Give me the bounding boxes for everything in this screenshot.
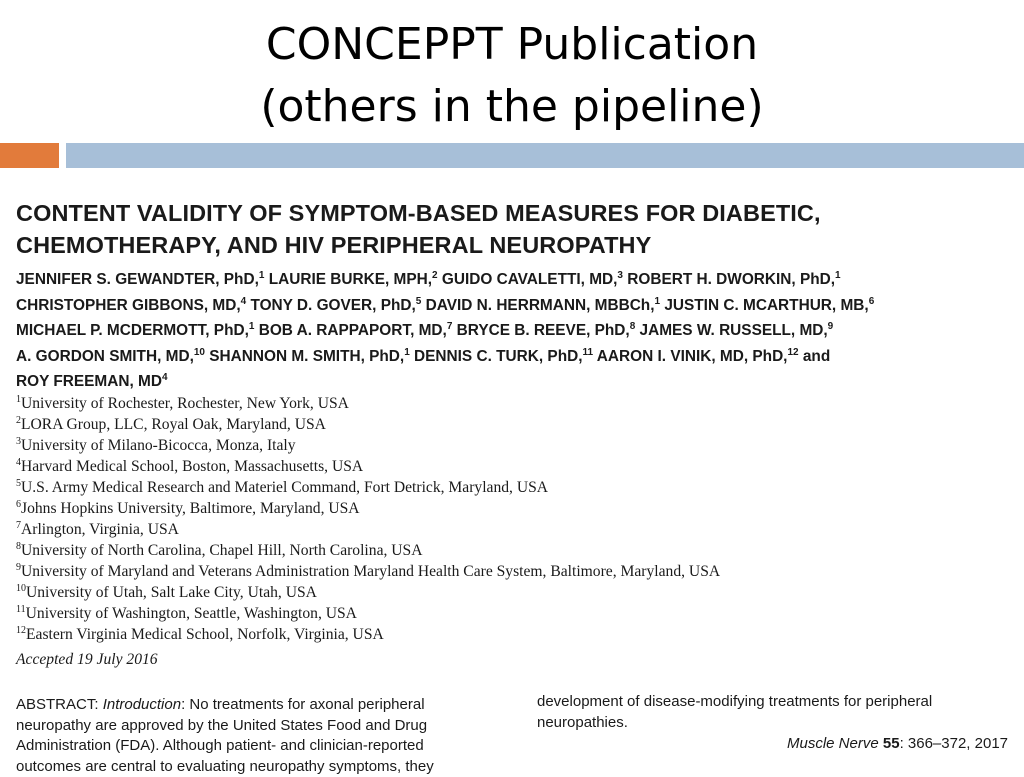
affiliation-item	[16, 435, 720, 456]
author-name: SHANNON M. SMITH, PhD,	[205, 348, 404, 365]
affiliation-number: 7	[16, 520, 21, 531]
abstract-left-column	[16, 695, 488, 777]
affiliation-text: University of Washington, Seattle, Washington, USA	[26, 605, 357, 622]
author-affiliation-number: 10	[194, 346, 205, 357]
affiliation-item	[16, 582, 720, 603]
affiliation-text: Eastern Virginia Medical School, Norfolk, Virginia, USA	[26, 626, 384, 643]
journal-citation	[787, 735, 1008, 752]
author-name: JENNIFER S. GEWANDTER, PhD,	[16, 271, 259, 288]
abstract-right-column	[537, 692, 1009, 733]
author-name: and	[799, 348, 831, 365]
author-affiliation-number: 4	[162, 372, 168, 383]
affiliation-text: University of Utah, Salt Lake City, Utah, USA	[26, 584, 317, 601]
paper-title-line-2: CHEMOTHERAPY, AND HIV PERIPHERAL NEUROPATHY	[16, 229, 821, 261]
affiliation-text: University of Maryland and Veterans Administration Maryland Health Care System, Baltimore, Maryland, USA	[21, 563, 720, 580]
abstract-line: neuropathies.	[537, 713, 1009, 734]
author-line	[16, 369, 874, 395]
abstract-label: ABSTRACT:	[16, 696, 99, 713]
affiliation-item	[16, 477, 720, 498]
author-name: LAURIE BURKE, MPH,	[264, 271, 432, 288]
author-name: TONY D. GOVER, PhD,	[246, 297, 416, 314]
affiliation-text: U.S. Army Medical Research and Materiel Command, Fort Detrick, Maryland, USA	[21, 479, 548, 496]
abstract-line: development of disease-modifying treatments for peripheral	[537, 692, 1009, 713]
affiliation-item	[16, 624, 720, 645]
affiliation-number: 9	[16, 562, 21, 573]
author-affiliation-number: 1	[259, 270, 265, 281]
affiliation-number: 11	[16, 604, 26, 615]
slide-title-line-1: CONCEPPT Publication	[0, 14, 1024, 76]
author-line	[16, 344, 874, 370]
author-affiliation-number: 5	[416, 295, 422, 306]
citation-journal: Muscle Nerve	[787, 735, 879, 752]
author-affiliation-number: 1	[249, 321, 255, 332]
affiliation-item	[16, 414, 720, 435]
author-line	[16, 293, 874, 319]
author-line	[16, 267, 874, 293]
author-name: DENNIS C. TURK, PhD,	[410, 348, 583, 365]
author-affiliation-number: 1	[655, 295, 661, 306]
author-affiliation-number: 1	[835, 270, 841, 281]
author-name: CHRISTOPHER GIBBONS, MD,	[16, 297, 241, 314]
abstract-line-1-text: : No treatments for axonal peripheral	[181, 696, 424, 713]
abstract-intro-label: Introduction	[103, 696, 181, 713]
affiliation-number: 12	[16, 625, 26, 636]
author-name: ROBERT H. DWORKIN, PhD,	[623, 271, 835, 288]
affiliation-item	[16, 519, 720, 540]
abstract-line: neuropathy are approved by the United States Food and Drug	[16, 716, 488, 737]
author-affiliation-number: 11	[583, 346, 594, 357]
abstract-line: outcomes are central to evaluating neuropathy symptoms, they	[16, 757, 488, 777]
accepted-date: Accepted 19 July 2016	[16, 651, 158, 669]
paper-title-line-1: CONTENT VALIDITY OF SYMPTOM-BASED MEASURES FOR DIABETIC,	[16, 197, 821, 229]
author-affiliation-number: 3	[617, 270, 623, 281]
author-name: JUSTIN C. MCARTHUR, MB,	[660, 297, 869, 314]
affiliation-number: 4	[16, 457, 21, 468]
affiliation-text: University of North Carolina, Chapel Hill, North Carolina, USA	[21, 542, 422, 559]
affiliation-text: Arlington, Virginia, USA	[21, 521, 179, 538]
affiliation-number: 6	[16, 499, 21, 510]
author-name: ROY FREEMAN, MD	[16, 373, 162, 390]
author-affiliation-number: 2	[432, 270, 438, 281]
affiliation-number: 5	[16, 478, 21, 489]
author-name: BOB A. RAPPAPORT, MD,	[254, 322, 446, 339]
affiliation-number: 3	[16, 436, 21, 447]
author-affiliation-number: 8	[630, 321, 636, 332]
accent-bar-blue	[66, 143, 1024, 168]
affiliation-number: 2	[16, 415, 21, 426]
affiliation-number: 10	[16, 583, 26, 594]
affiliation-item	[16, 456, 720, 477]
author-affiliation-number: 6	[869, 295, 875, 306]
author-affiliation-number: 12	[787, 346, 798, 357]
affiliation-text: Johns Hopkins University, Baltimore, Maryland, USA	[21, 500, 360, 517]
paper-excerpt	[0, 170, 1024, 768]
author-affiliation-number: 9	[828, 321, 834, 332]
abstract-line	[16, 695, 488, 716]
author-name: GUIDO CAVALETTI, MD,	[438, 271, 618, 288]
affiliation-number: 1	[16, 394, 21, 405]
affiliation-text: University of Milano-Bicocca, Monza, Italy	[21, 437, 296, 454]
affiliation-list	[16, 393, 720, 645]
citation-volume: 55	[883, 735, 900, 752]
author-affiliation-number: 7	[447, 321, 453, 332]
affiliation-item	[16, 540, 720, 561]
affiliation-item	[16, 603, 720, 624]
author-name: DAVID N. HERRMANN, MBBCh,	[421, 297, 654, 314]
affiliation-item	[16, 561, 720, 582]
affiliation-text: University of Rochester, Rochester, New York, USA	[21, 395, 349, 412]
citation-pages: : 366–372, 2017	[900, 735, 1008, 752]
affiliation-item	[16, 498, 720, 519]
author-line	[16, 318, 874, 344]
author-name: A. GORDON SMITH, MD,	[16, 348, 194, 365]
paper-title	[16, 197, 821, 261]
author-name: MICHAEL P. MCDERMOTT, PhD,	[16, 322, 249, 339]
author-name: JAMES W. RUSSELL, MD,	[635, 322, 827, 339]
affiliation-text: LORA Group, LLC, Royal Oak, Maryland, USA	[21, 416, 326, 433]
author-name: BRYCE B. REEVE, PhD,	[452, 322, 629, 339]
affiliation-text: Harvard Medical School, Boston, Massachusetts, USA	[21, 458, 363, 475]
affiliation-number: 8	[16, 541, 21, 552]
author-affiliation-number: 4	[241, 295, 247, 306]
author-name: AARON I. VINIK, MD, PhD,	[593, 348, 787, 365]
author-affiliation-number: 1	[404, 346, 410, 357]
accent-bar-orange	[0, 143, 59, 168]
slide-title	[0, 14, 1024, 138]
slide-title-line-2: (others in the pipeline)	[0, 76, 1024, 138]
author-list	[16, 267, 874, 395]
affiliation-item	[16, 393, 720, 414]
abstract-line: Administration (FDA). Although patient- and clinician-reported	[16, 736, 488, 757]
